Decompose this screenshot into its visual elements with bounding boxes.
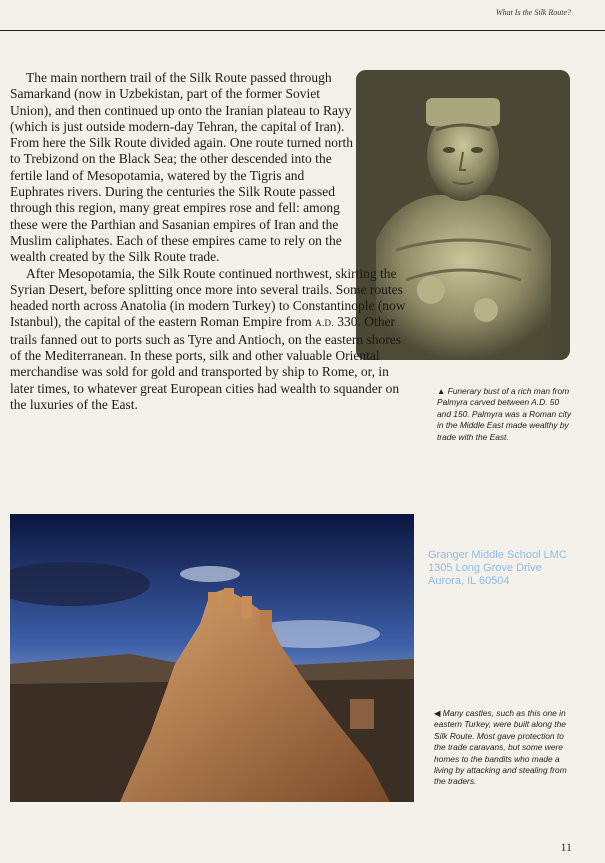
castle-photo <box>10 514 414 802</box>
running-head: What Is the Silk Route? <box>495 8 571 17</box>
bust-caption: ▲ Funerary bust of a rich man from Palmyra carved between A.D. 50 and 150. Palmyra was a Roman city in the Middle East made wealthy by trade with the East. <box>437 386 572 442</box>
paragraph-1: The main northern trail of the Silk Route passed through Samarkand (now in Uzbekistan, part of the former Soviet Union), and then continued up onto the Iranian plateau to Rayy (which is just outside modern-day Tehran, the capital of Iran). From here the Silk Route divided again. One route turned north to Trebizond on the Black Sea; the other descended into the fertile land of Mesopotamia, watered by the Tigris and Euphrates rivers. During the centuries the Silk Route passed through this region, many great empires rose and fell: among these were the Parthian and Sasanian empires of Iran and the Muslim caliphates. Each of these empires came to rely on the wealth created by the Silk Route trade. <box>10 70 354 265</box>
paragraph-2-part-2: 330. Other trails fanned out to ports such as Tyre and Antioch, on the eastern shores of the Mediterranean. In these ports, silk and other valuable Oriental merchandise was sold for gold and transported by ship to Rome, or, in later times, to whatever great European cities had wealth to squander on the luxuries of the East. <box>10 314 401 412</box>
library-stamp <box>428 549 567 588</box>
paragraph-2-part-1: After Mesopotamia, the Silk Route continued northwest, skirting the Syrian Desert, before splitting once more into several trails. Some routes headed north across Anatolia (in modern Turkey) to Constantinople (now Istanbul), the capital of the eastern Roman Empire from <box>10 265 406 330</box>
castle-illustration <box>10 514 414 802</box>
stamp-line-1: Granger Middle School LMC <box>428 549 567 561</box>
stamp-line-3: Aurora, IL 60504 <box>428 575 510 587</box>
paragraph-2 <box>10 266 415 414</box>
stamp-line-2: 1305 Long Grove Drive <box>428 562 542 574</box>
castle-caption: ◀ Many castles, such as this one in eastern Turkey, were built along the Silk Route. Most gave protection to the trade caravans, but some were homes to the bandits who made a living by attacking and stealing from the traders. <box>434 708 567 787</box>
main-body-text <box>10 70 415 413</box>
header-rule <box>0 30 605 31</box>
era-abbreviation: A.D. <box>315 318 334 329</box>
page-number: 11 <box>560 840 572 854</box>
